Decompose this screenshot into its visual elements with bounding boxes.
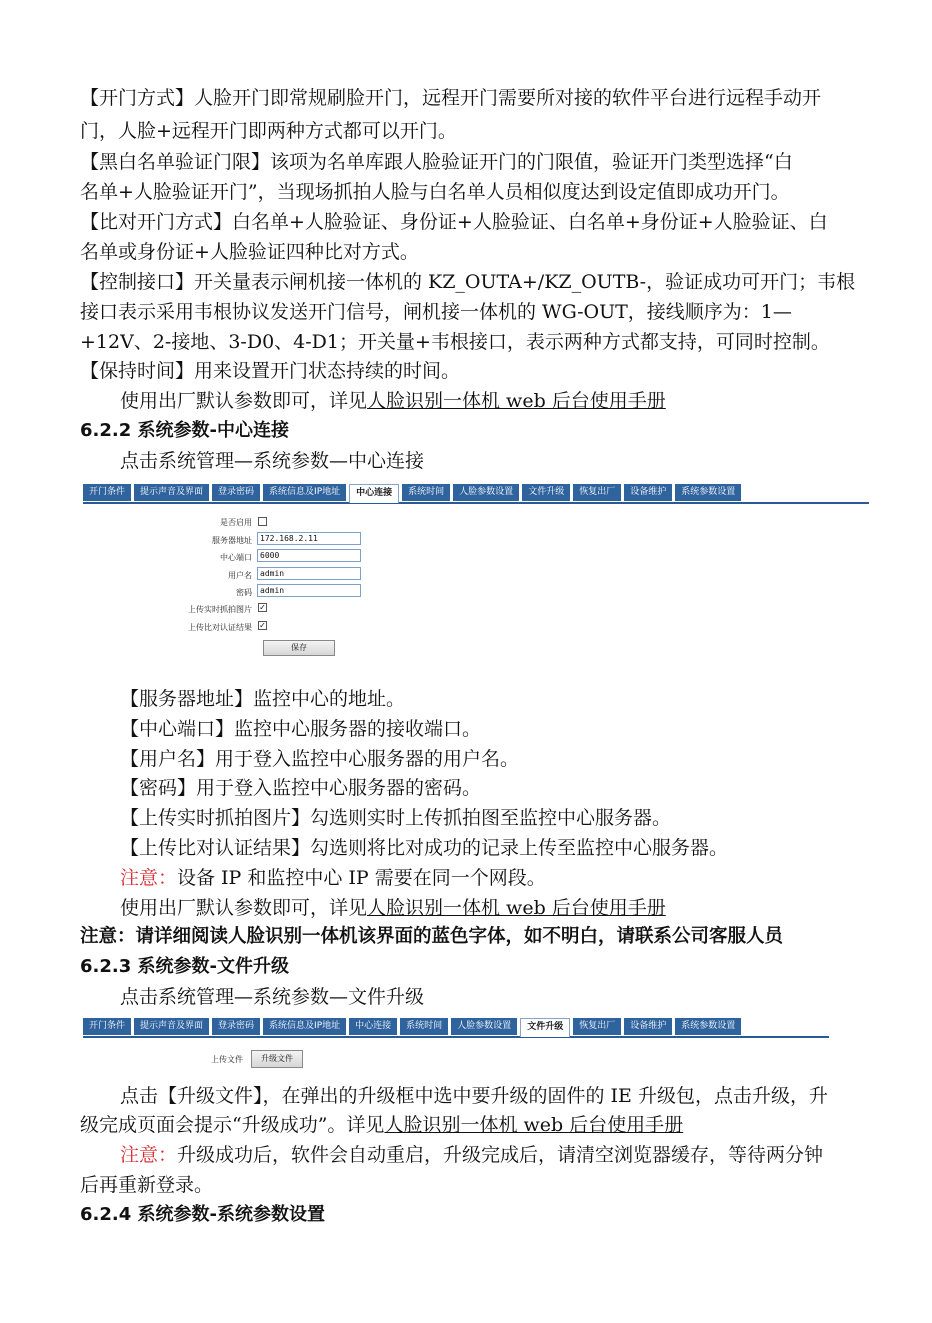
reference-prefix: 使用出厂默认参数即可，详见	[120, 897, 368, 919]
note-text: 升级成功后，软件会自动重启，升级完成后，请清空浏览器缓存，等待两分钟	[177, 1144, 824, 1166]
tab-system-info-ip[interactable]: 系统信息及IP地址	[263, 484, 346, 501]
password-input[interactable]: admin	[257, 584, 361, 597]
upload-snapshot-label: 上传实时抓拍图片	[188, 605, 252, 614]
note-label: 注意：	[120, 1144, 178, 1166]
center-port-label: 中心端口	[220, 553, 252, 562]
username-input[interactable]: admin	[257, 567, 361, 580]
upload-file-label: 上传文件	[211, 1055, 243, 1064]
paragraph-line: 【黑白名单验证门限】该项为名单库跟人脸验证开门的门限值，验证开门类型选择“白	[80, 151, 793, 173]
note-line	[120, 863, 546, 893]
manual-link[interactable]: 人脸识别一体机 web 后台使用手册	[384, 1114, 684, 1136]
tab-factory-reset[interactable]: 恢复出厂	[573, 484, 621, 501]
username-label: 用户名	[228, 571, 252, 580]
center-port-input[interactable]: 6000	[257, 549, 361, 562]
tab-system-param-settings[interactable]: 系统参数设置	[675, 484, 741, 501]
description-line: 【用户名】用于登入监控中心服务器的用户名。	[120, 748, 520, 770]
settings-tab-bar	[83, 484, 869, 504]
section-heading: 6.2.2 系统参数-中心连接	[80, 420, 289, 441]
paragraph-line: 【开门方式】人脸开门即常规刷脸开门，远程开门需要所对接的软件平台进行远程手动开	[80, 87, 822, 109]
tab-face-params[interactable]: 人脸参数设置	[453, 484, 519, 501]
paragraph-line: 门，人脸+远程开门即两种方式都可以开门。	[80, 120, 457, 142]
note-line-continued: 后再重新登录。	[80, 1174, 214, 1196]
tab-file-upgrade[interactable]: 文件升级	[520, 1018, 570, 1037]
tab-device-maintenance[interactable]: 设备维护	[624, 484, 672, 501]
description-prefix: 级完成页面会提示“升级成功”。详见	[80, 1114, 385, 1136]
enable-label: 是否启用	[220, 518, 252, 527]
manual-link[interactable]: 人脸识别一体机 web 后台使用手册	[367, 390, 666, 412]
reference-prefix: 使用出厂默认参数即可，详见	[120, 390, 368, 412]
tab-system-time[interactable]: 系统时间	[402, 484, 450, 501]
tab-system-info-ip[interactable]: 系统信息及IP地址	[263, 1018, 346, 1035]
description-line: 【上传比对认证结果】勾选则将比对成功的记录上传至监控中心服务器。	[120, 837, 729, 859]
reference-line	[120, 893, 666, 923]
description-line	[80, 1110, 683, 1140]
paragraph-line: 名单或身份证+人脸验证四种比对方式。	[80, 241, 419, 263]
paragraph-line: 【保持时间】用来设置开门状态持续的时间。	[80, 360, 461, 382]
tab-system-time[interactable]: 系统时间	[400, 1018, 448, 1035]
paragraph-line: 【控制接口】开关量表示闸机接一体机的 KZ_OUTA+/KZ_OUTB-，验证成功可开门；韦根	[80, 271, 856, 293]
password-label: 密码	[236, 588, 252, 597]
section-heading: 6.2.4 系统参数-系统参数设置	[80, 1204, 325, 1225]
note-label: 注意：	[120, 867, 178, 889]
tab-system-param-settings[interactable]: 系统参数设置	[675, 1018, 741, 1035]
nav-path: 点击系统管理—系统参数—文件升级	[120, 986, 425, 1008]
description-line: 【服务器地址】监控中心的地址。	[120, 688, 406, 710]
tab-login-password[interactable]: 登录密码	[212, 484, 260, 501]
description-line: 【密码】用于登入监控中心服务器的密码。	[120, 777, 482, 799]
upload-snapshot-checkbox[interactable]: ✓	[259, 603, 266, 612]
paragraph-line: +12V、2-接地、3-D0、4-D1；开关量+韦根接口，表示两种方式都支持，可同时控制。	[80, 331, 830, 353]
note-text: 设备 IP 和监控中心 IP 需要在同一个网段。	[177, 867, 546, 889]
tab-login-password[interactable]: 登录密码	[212, 1018, 260, 1035]
paragraph-line: 【比对开门方式】白名单+人脸验证、身份证+人脸验证、白名单+身份证+人脸验证、白	[80, 211, 828, 233]
upload-result-label: 上传比对认证结果	[188, 623, 252, 632]
tab-face-params[interactable]: 人脸参数设置	[451, 1018, 517, 1035]
save-button[interactable]: 保存	[263, 640, 335, 656]
upgrade-file-button[interactable]: 升级文件	[251, 1050, 303, 1068]
tab-center-connection[interactable]: 中心连接	[349, 1018, 397, 1035]
section-heading: 6.2.3 系统参数-文件升级	[80, 956, 289, 977]
description-line: 【上传实时抓拍图片】勾选则实时上传抓拍图至监控中心服务器。	[120, 807, 672, 829]
server-address-input[interactable]: 172.168.2.11	[257, 532, 361, 545]
upload-result-checkbox[interactable]: ✓	[259, 621, 266, 630]
paragraph-line: 接口表示采用韦根协议发送开门信号，闸机接一体机的 WG-OUT，接线顺序为：1—	[80, 301, 792, 323]
nav-path: 点击系统管理—系统参数—中心连接	[120, 450, 425, 472]
bold-note: 注意：请详细阅读人脸识别一体机该界面的蓝色字体，如不明白，请联系公司客服人员	[80, 926, 784, 947]
description-line: 【中心端口】监控中心服务器的接收端口。	[120, 718, 482, 740]
tab-factory-reset[interactable]: 恢复出厂	[573, 1018, 621, 1035]
tab-sound-interface[interactable]: 提示声音及界面	[134, 484, 209, 501]
manual-link[interactable]: 人脸识别一体机 web 后台使用手册	[367, 897, 666, 919]
description-line: 点击【升级文件】，在弹出的升级框中选中要升级的固件的 IE 升级包，点击升级，升	[120, 1085, 828, 1107]
tab-sound-interface[interactable]: 提示声音及界面	[134, 1018, 209, 1035]
note-line	[120, 1140, 823, 1170]
tab-door-condition[interactable]: 开门条件	[83, 1018, 131, 1035]
tab-file-upgrade[interactable]: 文件升级	[522, 484, 570, 501]
tab-center-connection[interactable]: 中心连接	[349, 484, 399, 503]
tab-device-maintenance[interactable]: 设备维护	[624, 1018, 672, 1035]
reference-line	[120, 386, 666, 416]
server-address-label: 服务器地址	[212, 536, 252, 545]
paragraph-line: 名单+人脸验证开门”，当现场抓拍人脸与白名单人员相似度达到设定值即成功开门。	[80, 181, 790, 203]
tab-door-condition[interactable]: 开门条件	[83, 484, 131, 501]
settings-tab-bar	[83, 1018, 829, 1038]
enable-checkbox[interactable]	[258, 517, 267, 526]
